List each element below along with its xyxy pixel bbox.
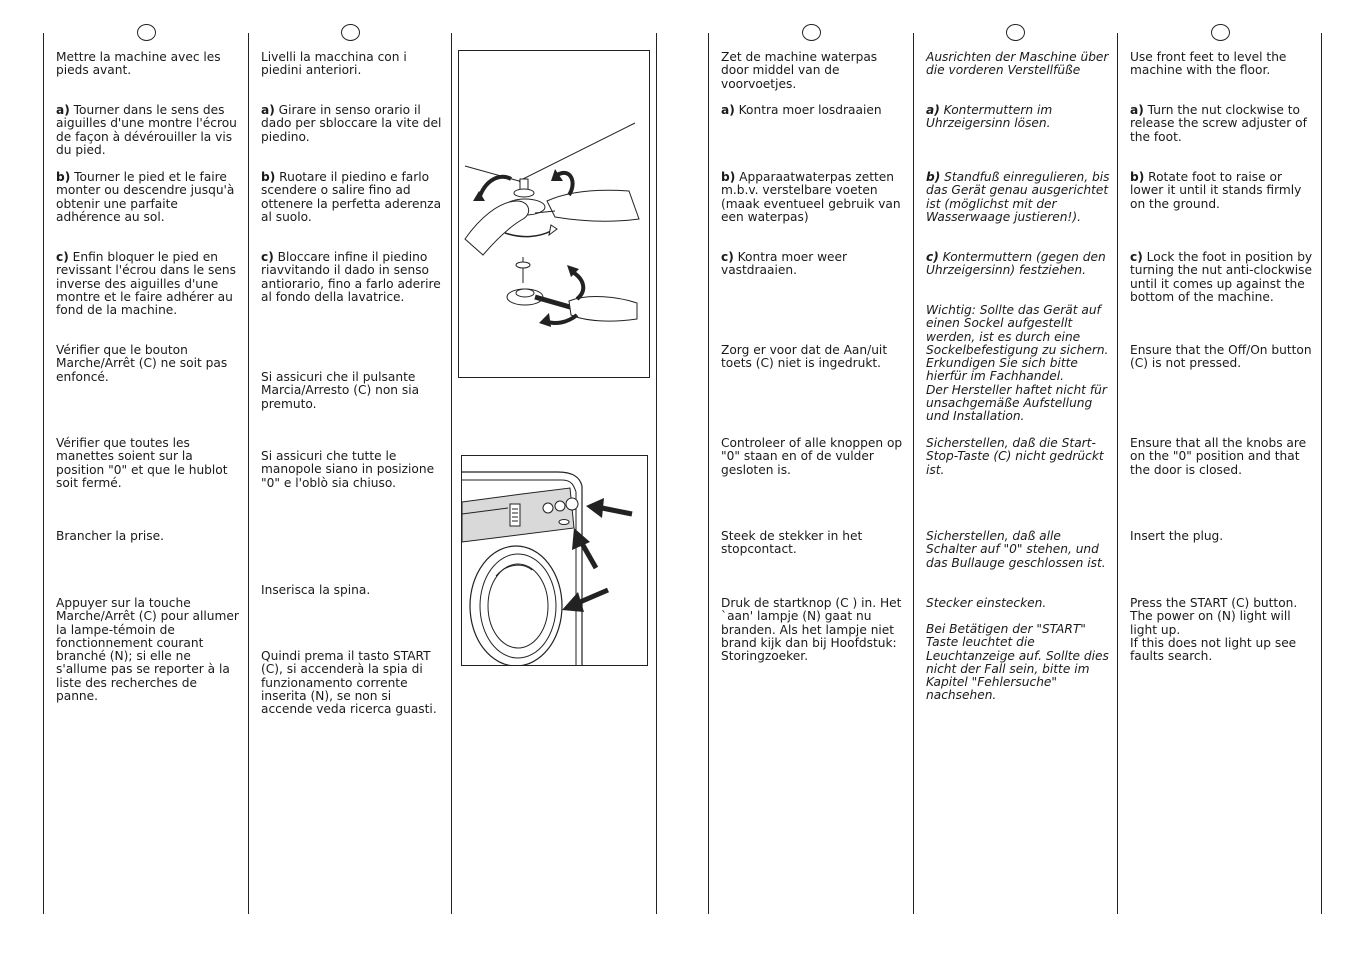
step-b (721, 171, 907, 224)
step-label: a) (1130, 103, 1144, 117)
step-label: b) (261, 170, 276, 184)
switch-check-text: Sicherstellen, daß die Start-Stop-Taste (C) nicht gedrückt ist. (926, 436, 1104, 477)
step-text: Lock the foot in position by turning the nut anti-clockwise until it comes up against the bottom of the machine. (1130, 250, 1313, 304)
start-text: Druk de startknop (C ) in. Het `aan' lampje (N) gaat nu branden. Als het lampje niet brand kijk dan bij Hoofdstuk: Storingzoeker. (721, 596, 902, 664)
levelling-feet-illustration-icon (459, 51, 649, 377)
plug-text: Brancher la prise. (56, 529, 164, 543)
step-label: c) (926, 250, 939, 264)
step-a (926, 104, 1112, 131)
step-label: b) (721, 170, 736, 184)
start-text: Quindi prema il tasto START (C), si accenderà la spia di funzionamento corrente inserita (N), se non si accende veda ricerca guasti. (261, 649, 437, 717)
installation-note (926, 304, 1112, 424)
step-a (721, 104, 882, 117)
knobs-check-text: Ensure that all the knobs are on the "0" position and that the door is closed. (1130, 436, 1307, 477)
language-marker-circle (1006, 24, 1025, 41)
step-text: Kontra moer weer vastdraaien. (721, 250, 848, 278)
step-text: Kontermuttern (gegen den Uhrzeigersinn) festziehen. (926, 250, 1106, 278)
column-rule (913, 33, 914, 914)
washing-machine-figure (461, 455, 648, 666)
step-text: Bloccare infine il piedino riavvitando il dado in senso antiorario, fino a farlo aderire al fondo della lavatrice. (261, 250, 441, 304)
intro-text: Zet de machine waterpas door middel van de voorvoetjes. (721, 50, 878, 91)
step-label: c) (261, 250, 274, 264)
intro-text: Use front feet to level the machine with the floor. (1130, 50, 1287, 78)
step-a (1130, 104, 1316, 144)
step-b (56, 171, 242, 224)
note-text: Wichtig: Sollte das Gerät auf einen Sockel aufgestellt werden, ist es durch eine Sockelbefestigung zu sichern. Erkundigen Sie sich bitte hierfür im Fachhandel. (926, 303, 1109, 384)
step-label: b) (926, 170, 941, 184)
start-text-main: Press the START (C) button. The power on (N) light will light up. (1130, 596, 1298, 637)
step-a (261, 104, 443, 144)
switch-check-text: Vérifier que le bouton Marche/Arrêt (C) ne soit pas enfoncé. (56, 343, 228, 384)
step-text: Tourner dans le sens des aiguilles d'une montre l'écrou de façon à dévérouiller la vis du pied. (56, 103, 237, 157)
start-text: Bei Betätigen der "START" Taste leuchtet die Leuchtanzeige auf. Sollte dies nicht der Fall sein, bitte im Kapitel "Fehlersuche" nachsehen. (926, 622, 1109, 703)
step-b (926, 171, 1112, 224)
start-text: Appuyer sur la touche Marche/Arrêt (C) pour allumer la lampe-témoin de fonctionnement courant branché (N); si elle ne s'allume pas se reporter à la liste des recherches de panne. (56, 596, 239, 704)
step-label: c) (721, 250, 734, 264)
step-text: Rotate foot to raise or lower it until it stands firmly on the ground. (1130, 170, 1302, 211)
washing-machine-controls-illustration-icon (462, 456, 647, 665)
start-text-fault: If this does not light up see faults search. (1130, 635, 1297, 664)
step-label: a) (926, 103, 940, 117)
switch-check-text: Zorg er voor dat de Aan/uit toets (C) niet is ingedrukt. (721, 343, 888, 371)
step-c (926, 251, 1112, 278)
plug-text: Insert the plug. (1130, 529, 1224, 543)
column-rule (451, 33, 452, 914)
knobs-check-text: Sicherstellen, daß alle Schalter auf "0" stehen, und das Bullauge geschlossen ist. (926, 529, 1106, 570)
step-a (56, 104, 242, 157)
note-text-liability: Der Hersteller haftet nicht für unsachgemäße Aufstellung und Installation. (926, 382, 1107, 424)
step-text: Kontermuttern im Uhrzeigersinn lösen. (926, 103, 1053, 131)
step-c (56, 251, 242, 317)
column-rule (1321, 33, 1322, 914)
language-marker-circle (341, 24, 360, 41)
switch-check-text: Si assicuri che il pulsante Marcia/Arresto (C) non sia premuto. (261, 370, 420, 411)
plug-text: Steek de stekker in het stopcontact. (721, 529, 863, 557)
step-label: b) (1130, 170, 1145, 184)
step-label: a) (261, 103, 275, 117)
step-text: Standfuß einregulieren, bis das Gerät genau ausgerichtet ist (möglichst mit der Wasserwaage justieren!). (926, 170, 1110, 224)
step-text: Apparaatwaterpas zetten m.b.v. verstelbare voeten (maak eventueel gebruik van een waterpas) (721, 170, 901, 224)
knobs-check-text: Vérifier que toutes les manettes soient sur la position "0" et que le hublot soit fermé. (56, 436, 228, 490)
step-label: c) (56, 250, 69, 264)
step-label: c) (1130, 250, 1143, 264)
step-text: Tourner le pied et le faire monter ou descendre jusqu'à obtenir une parfaite adhérence au sol. (56, 170, 235, 224)
column-rule (248, 33, 249, 914)
language-marker-circle (802, 24, 821, 41)
language-marker-circle (137, 24, 156, 41)
start-text (1130, 597, 1316, 663)
step-text: Ruotare il piedino e farlo scendere o salire fino ad ottenere la perfetta aderenza al suolo. (261, 170, 442, 224)
intro-text: Livelli la macchina con i piedini anteriori. (261, 50, 407, 78)
step-text: Girare in senso orario il dado per sbloccare la vite del piedino. (261, 103, 442, 144)
column-rule (708, 33, 709, 914)
step-text: Kontra moer losdraaien (734, 103, 882, 117)
step-label: a) (56, 103, 70, 117)
step-label: b) (56, 170, 71, 184)
levelling-feet-figure (458, 50, 650, 378)
column-rule (656, 33, 657, 914)
intro-text: Ausrichten der Maschine über die vorderen Verstellfüße (926, 50, 1109, 78)
column-rule (43, 33, 44, 914)
language-marker-circle (1211, 24, 1230, 41)
step-b (1130, 171, 1316, 211)
step-c (261, 251, 443, 304)
step-label: a) (721, 103, 735, 117)
step-c (721, 251, 907, 278)
step-c (1130, 251, 1316, 304)
intro-text: Mettre la machine avec les pieds avant. (56, 50, 221, 78)
knobs-check-text: Si assicuri che tutte le manopole siano in posizione "0" e l'oblò sia chiuso. (261, 449, 435, 490)
plug-text: Stecker einstecken. (926, 596, 1047, 610)
switch-check-text: Ensure that the Off/On button (C) is not pressed. (1130, 343, 1312, 371)
knobs-check-text: Controleer of alle knoppen op "0" staan en of de vulder gesloten is. (721, 436, 903, 477)
step-b (261, 171, 443, 224)
plug-text: Inserisca la spina. (261, 583, 371, 597)
column-rule (1117, 33, 1118, 914)
step-text: Enfin bloquer le pied en revissant l'écrou dans le sens inverse des aiguilles d'une montre et le faire adhérer au fond de la machine. (56, 250, 236, 318)
step-text: Turn the nut clockwise to release the screw adjuster of the foot. (1130, 103, 1307, 144)
